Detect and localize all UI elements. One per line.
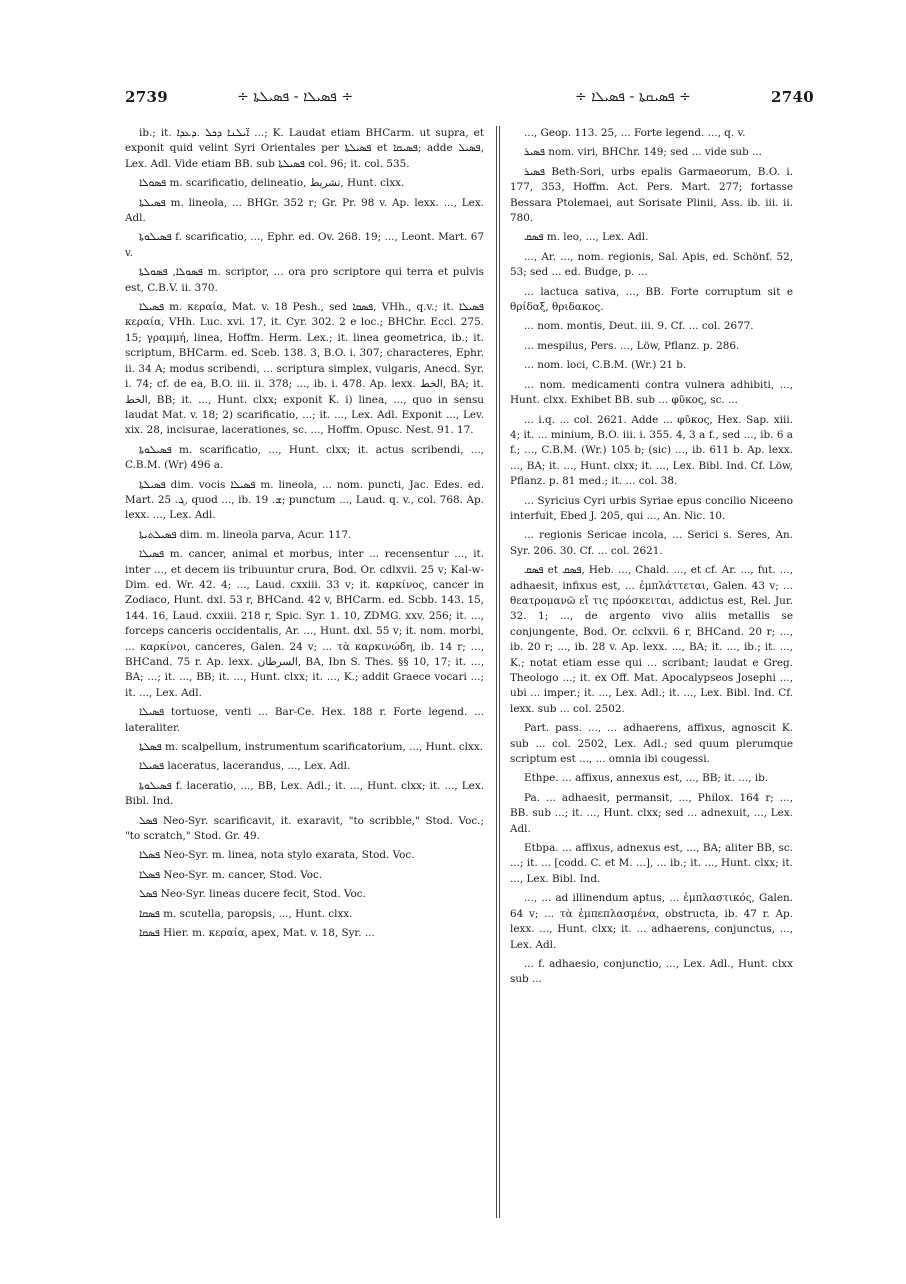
column-divider-inner [499,126,500,1218]
dictionary-entry: ܦܣܩܐ m. scutella, paropsis, ..., Hunt. clxx. [139,907,353,920]
dictionary-entry: ... Syricius Cyri urbis Syriae epus concilio Niceeno interfuit, Ebed J. 205, qui ..., An. Nic. 10. [510,494,793,522]
dictionary-entry: Ethpe. ... affixus, annexus est, ..., BB; it. ..., ib. [524,772,769,785]
dictionary-entry: ܦܣܝܠܘܬܐ m. scarificatio, ..., Hunt. clxx; it. actus scribendi, ..., C.B.M. (Wr) 496 a. [125,443,484,472]
dictionary-entry: ... f. adhaesio, conjunctio, ..., Lex. Adl., Hunt. clxx sub ... [510,957,793,986]
page-header [125,88,814,116]
dictionary-entry: ܦܣܝܪ Beth-Sori, urbs epalis Garmaeorum, B.O. i. 177, 353, Hoffm. Act. Pers. Mart. 277; fortasse Bessara Ptolemaei, aut Sorisate Plinii, Ass. ib. iii. ii. 780. [510,165,793,225]
dictionary-entry: ..., ... ad illinendum aptus, ... ἐμπλαστικός, Galen. 64 v; ... τὰ ἐμπεπλασμένα, obstructa, ib. 47 r. Ap. lexx. ..., Hunt. clxx; it. ... adhaerens, conjunctus, ..., Lex. Adl. [510,892,793,951]
dictionary-entry: ܦܣܠ Neo-Syr. lineas ducere fecit, Stod. Voc. [139,888,366,901]
dictionary-entry: ܦܣܩ et ܦܣܩ, Heb. ..., Chald. ..., et cf. Ar. ..., fut. ..., adhaesit, infixus est, ... ἐμπλάττεται, Galen. 43 v; ... θεατρομανῶ εἴ τις πρόσκειται, addictus est, Rel. Jur. 32. 1; ..., de argento vivo aliis metallis se conjungente, Bod. Or. cclxvii. 6 r, BHCand. 20 r; ..., ib. 20 r; ..., ib. 28 v. Ap. lexx. ..., BA; it. ..., ib.; it. ..., K.; notat etiam esse qui ... scribant; laudat e Greg. Theologo ...; it. ex Off. Mat. Apocalypseos Josephi ..., ubi ... imper.; it. ..., Lex. Adl.; it. ..., Lex. Bibl. Ind. Cf. lexx. sub ... col. 2502. [510,564,793,715]
dictionary-entry: ܦܣܝܠܘܬܐ f. laceratio, ..., BB, Lex. Adl.; it. ..., Hunt. clxx; it. ..., Lex. Bibl. Ind. [125,779,484,808]
dictionary-entry: ... nom. montis, Deut. iii. 9. Cf. ... col. 2677. [524,320,754,333]
left-column [125,126,484,1218]
dictionary-entry: ܦܣܘܠܐ m. scarificatio, delineatio, تشريط, Hunt. clxx. [139,177,405,190]
dictionary-entry: ܦܣܝܠܐ m. κεραία, Mat. v. 18 Pesh., sed ܦܣܩܐ, VHh., q.v.; it. ܦܣܝܠܐ κεραία, VHh. Luc. xvi. 17, it. Cyr. 302. 2 e loc.; BHChr. Eccl. 275. 15; γραμμή, linea, Hoffm. Herm. Lex.; it. linea geometrica, ib.; it. scriptum, BHCarm. ed. Sceb. 138. 3, B.O. i. 307; characteres, Ephr. ii. 34 A; modus scribendi, ... scriptura simplex, vulgaris, Anecd. Syr. i. 74; cf. de ea, B.O. iii. ii. 378; ..., ib. i. 478. Ap. lexx. الخط, BA; it. الخط, BB; it. ..., Hunt. clxx; exponit K. i) linea, ..., quo in sensu laudat Mat. v. 18; 2) scarificatio, ...; it. ..., Lex. Adl. Exponit ..., Lev. xix. 28, incisurae, lacerationes, sc. ..., Hoffm. Opusc. Nest. 91. 17. [125,301,484,437]
dictionary-entry: ܦܣܩ m. leo, ..., Lex. Adl. [524,231,649,244]
dictionary-entry: ܦܣܠܐ Neo-Syr. m. linea, nota stylo exarata, Stod. Voc. [139,849,415,862]
dictionary-entry: ܦܣܠ Neo-Syr. scarificavit, it. exaravit, "to scribble," Stod. Voc.; "to scratch," Stod. Gr. 49. [125,814,484,843]
dictionary-entry: ... mespilus, Pers. ..., Löw, Pflanz. p. 286. [524,339,740,352]
dictionary-entry: ..., Ar. ..., nom. regionis, Sal. Apis, ed. Schönf. 52, 53; sed ... ed. Budge, p. ... [510,250,793,279]
dictionary-entry: ܦܣܠܬܐ m. scalpellum, instrumentum scarificatorium, ..., Hunt. clxx. [139,741,484,754]
dictionary-entry: ܦܣܝܠܐ m. cancer, animal et morbus, inter ... recensentur ..., it. inter ..., et decem iis tribuuntur crura, Bod. Or. cdlxvii. 25 v; Kal-w-Dim. ed. Wr. 42. 4; ..., Laud. cxxiii. 33 v; it. καρκίνος, cancer in Zodiaco, Hunt. dxl. 53 r, BHCand. 42 v, BHCarm. ed. Scbb. 143. 15, 144. 16, Laud. cxxiii. 218 r, Spic. Syr. 1. 10, ZDMG. xxv. 256; it. ..., forceps canceris occidentalis, Ar. ..., Hunt. dxl. 55 v; it. nom. morbi, ... καρκίνοι, canceres, Galen. 24 v; ... τὰ καρκινώδη, ib. 14 r; ..., BHCand. 75 r. Ap. lexx. السرطان, BA, Ibn S. Thes. §§ 10, 17; it. ..., BA; ...; it. ..., BB; it. ..., Hunt. clxx; it. ..., K.; addit Graece vocari ...; it. ..., Lex. Adl. [125,548,484,699]
dictionary-entry: ܦܣܝܠܐ tortuose, venti ... Bar-Ce. Hex. 188 r. Forte legend. ... lateraliter. [125,706,484,734]
dictionary-entry: ... i.q. ... col. 2621. Adde ... φῦκος, Hex. Sap. xiii. 4; it. ... minium, B.O. iii. i. 355. 4, 3 a f., sed ..., ib. 6 a f.; ..., C.B.M. (Wr.) 105 b; (sic) ..., ib. 611 b. Ap. lexx. ..., BA; it. ..., Hunt. clxx; it. ..., Lex. Bibl. Ind. Cf. Löw, Pflanz. p. 81 med.; it. ... col. 38. [510,413,793,488]
column-divider [496,126,497,1218]
dictionary-entry: ... nom. loci, C.B.M. (Wr.) 21 b. [524,359,687,372]
dictionary-entry: ܦܣܝܠܐ laceratus, lacerandus, ..., Lex. Adl. [139,760,351,773]
dictionary-entry: Pa. ... adhaesit, permansit, ..., Philox. 164 r; ..., BB. sub ...; it. ..., Hunt. clxx; sed ... adnexuit, ..., Lex. Adl. [510,791,793,835]
dictionary-entry: ..., Geop. 113. 25, ... Forte legend. ..., q. v. [524,127,746,139]
dictionary-entry: ... regionis Sericae incola, ... Serici s. Seres, An. Syr. 206. 30. Cf. ... col. 2621. [510,529,793,557]
dictionary-entry: ܦܣܝܠܬܐ m. lineola, ... BHGr. 352 r; Gr. Pr. 98 v. Ap. lexx. ..., Lex. Adl. [125,196,484,225]
right-page-number: 2740 [771,88,814,106]
dictionary-entry: ܦܣܝܠܬܝܬܐ dim. m. lineola parva, Acur. 117. [139,528,352,541]
left-page-number: 2739 [125,88,168,106]
right-running-head: ÷ ܦܣܝܩܬܐ - ܦܣܝܠܐ ÷ [575,89,691,105]
dictionary-entry: ib.; it. ܐ̈ܝܠܢܐ ܕܟܠ .ܕܥܕܐ ...; K. Laudat etiam BHCarm. ut supra, et exponit quid velint Syri Orientales per ܦܣܝܠܬܐ et ܦܣܝܩܐ; adde ܦܣܝܠ, Lex. Adl. Vide etiam BB. sub ܦܣܝܠܬܐ col. 96; it. col. 535. [125,127,484,170]
dictionary-entry: ܦܣܘܠܐ, ܦܣܘܠܬܐ m. scriptor, ... ora pro scriptore qui terra et pulvis est, C.B.V. ii. 370. [125,266,484,294]
dictionary-entry: Part. pass. ..., ... adhaerens, affixus, agnoscit K. sub ... col. 2502, Lex. Adl.; sed quum plerumque scriptum est ..., ... omnia ibi cougessi. [510,722,793,766]
dictionary-entry: Etbpa. ... affixus, adnexus est, ..., BA; aliter BB, sc. ...; it. ... [codd. C. et M. ...], ... ib.; it. ..., Hunt. clxx; it. ..., Lex. Bibl. Ind. [510,842,793,885]
dictionary-entry: ܦܣܝܠܘܬܐ f. scarificatio, ..., Ephr. ed. Ov. 268. 19; ..., Leont. Mart. 67 v. [125,231,484,259]
dictionary-entry: ܦܣܠܐ Neo-Syr. m. cancer, Stod. Voc. [139,868,323,881]
dictionary-entry: ... nom. medicamenti contra vulnera adhibiti, ..., Hunt. clxx. Exhibet BB. sub ... φῦκος, sc. ... [510,378,793,407]
right-column [510,126,793,1218]
dictionary-entry: ܦܣܝܪ nom. viri, BHChr. 149; sed ... vide sub ... [524,146,762,159]
left-running-head: ÷ ܦܣܝܠܐ - ܦܣܝܠܬܐ ÷ [237,89,354,105]
dictionary-entry: ... lactuca sativa, ..., BB. Forte corruptum sit e θρίδαξ, θριδακος. [510,285,793,314]
dictionary-entry: ܦܣܩܐ Hier. m. κεραία, apex, Mat. v. 18, Syr. ... [139,927,375,940]
dictionary-entry: ܦܣܝܠܬܐ dim. vocis ܦܣܝܠܐ m. lineola, ... nom. puncti, Jac. Edes. ed. Mart. ܓ. 25, quod ..., ib. ܫ. 19; punctum ..., Laud. q. v., col. 768. Ap. lexx. ..., Lex. Adl. [125,478,484,522]
